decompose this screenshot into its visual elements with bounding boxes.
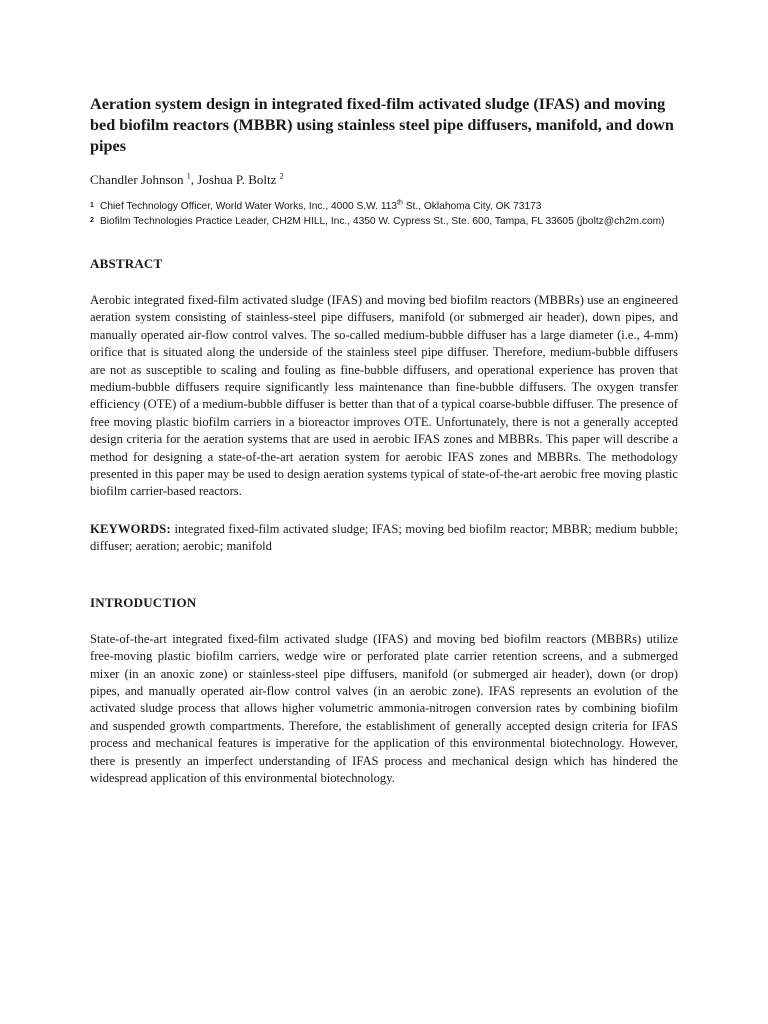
author-name: Joshua P. Boltz: [197, 172, 277, 187]
author-line: [90, 171, 678, 188]
author-name: Chandler Johnson: [90, 172, 184, 187]
paper-page: [90, 90, 678, 787]
affiliation-mark: 2: [279, 171, 284, 181]
ordinal-suffix: th: [397, 199, 403, 207]
paper-title: Aeration system design in integrated fixed-film activated sludge (IFAS) and moving bed biofilm reactors (MBBR) using stainless steel pipe diffusers, manifold, and down pipes: [90, 95, 674, 155]
affiliation-item: [90, 215, 678, 230]
affiliation-mark: 1: [186, 171, 191, 181]
author-separator: ,: [190, 172, 198, 187]
keywords-paragraph: [90, 521, 678, 556]
keywords-label: KEYWORDS:: [90, 521, 171, 536]
abstract-paragraph: Aerobic integrated fixed-film activated sludge (IFAS) and moving bed biofilm reactors (MBBRs) use an engineered aeration system consisting of stainless-steel pipe diffusers, manifold (or submerged air header), down pipes, and manually operated air-flow control valves. The so-called medium-bubble diffuser has a large diameter (i.e., 4-mm) orifice that is situated along the underside of the stainless steel pipe diffuser. Therefore, medium-bubble diffusers are not as susceptible to scaling and fouling as fine-bubble diffusers, and operational experience has proven that medium-bubble diffusers require significantly less maintenance than fine-bubble diffusers. The oxygen transfer efficiency (OTE) of a medium-bubble diffuser is better than that of a typical coarse-bubble diffuser. The presence of free moving plastic biofilm carriers in a bioreactor improves OTE. Unfortunately, there is not a generally accepted design criteria for the aeration systems that are used in aerobic IFAS zones and MBBRs. This paper will describe a method for designing a state-of-the-art aeration system for aerobic IFAS zones and MBBRs. The methodology presented in this paper may be used to design aeration systems typical of state-of-the-art aerobic free moving plastic biofilm carrier-based reactors.: [90, 293, 678, 499]
affiliation-mark: 2: [90, 216, 94, 224]
affiliation-mark: 1: [90, 202, 94, 209]
introduction-paragraph: State-of-the-art integrated fixed-film activated sludge (IFAS) and moving bed biofilm reactors (MBBRs) utilize free-moving plastic biofilm carriers, wedge wire or perforated plate carrier retention screens, and a submerged mixer (in an anoxic zone) or stainless-steel pipe diffusers, manifold (or submerged air header), down (or drop) pipes, and manually operated air-flow control valves (in an aerobic zone). IFAS represents an evolution of the activated sludge process that allows higher volumetric ammonia-nitrogen conversion rates by combining biofilm and suspended growth compartments. Therefore, the establishment of generally accepted design criteria for IFAS process and mechanical features is imperative for the application of this environmental biotechnology. However, there is presently an imperfect understanding of IFAS process and mechanical design which has hindered the widespread application of this environmental biotechnology.: [90, 631, 678, 785]
keywords-text: integrated fixed-film activated sludge; IFAS; moving bed biofilm reactor; MBBR; medium bubble; diffuser; aeration; aerobic; manifold: [90, 521, 678, 554]
affiliation-text: Chief Technology Officer, World Water Works, Inc., 4000 S.W. 113: [100, 201, 398, 212]
affiliation-text: St., Oklahoma City, OK 73173: [402, 201, 542, 212]
abstract-heading: ABSTRACT: [90, 256, 163, 271]
affiliation-list: [90, 200, 678, 229]
introduction-heading: INTRODUCTION: [90, 594, 197, 610]
affiliation-text: Biofilm Technologies Practice Leader, CH2M HILL, Inc., 4350 W. Cypress St., Ste. 600, Tampa, FL 33605 (jboltz@ch2m.com): [100, 215, 665, 227]
affiliation-item: [90, 200, 678, 215]
